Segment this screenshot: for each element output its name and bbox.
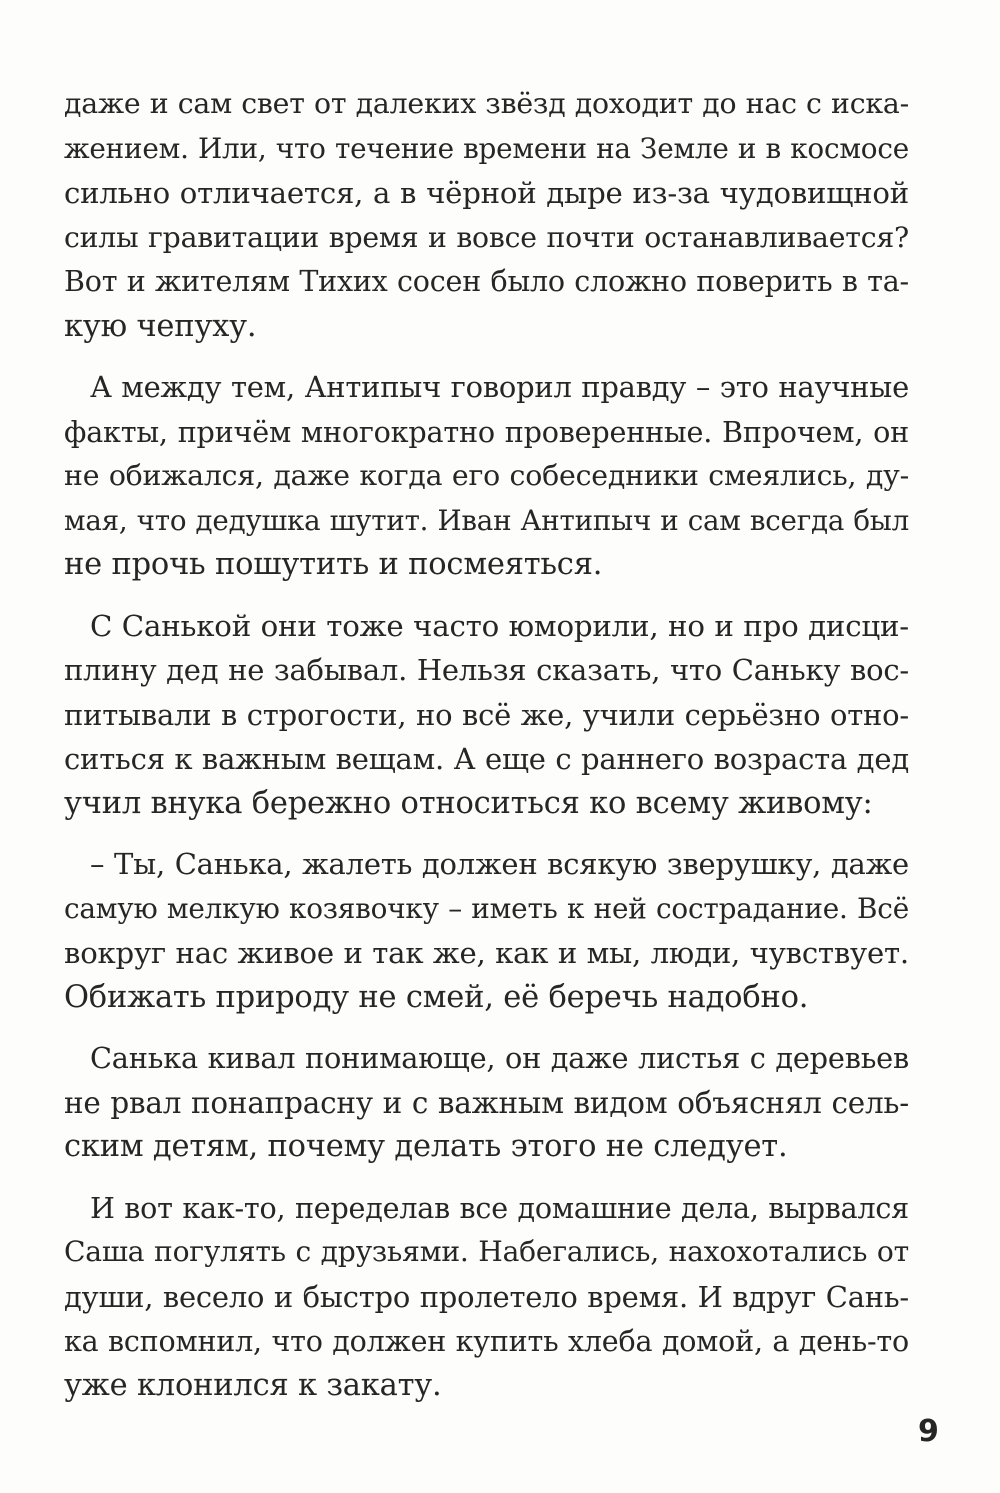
text-line: питывали в строгости, но всё же, учили серьёзно отно- [64,697,909,732]
text-line: – Ты, Санька, жалеть должен всякую зверушку, даже [90,847,909,881]
text-line: уже клонился к закату. [64,1367,442,1403]
text-line: факты, причём многократно проверенные. Впрочем, он [64,414,909,449]
text-line: кую чепуху. [64,308,257,344]
text-line: ка вспомнил, что должен купить хлеба домой, а день-то [64,1324,909,1358]
paragraph-4 [64,842,909,1020]
text-line: Обижать природу не смей, её беречь надобно. [64,979,809,1015]
text-line: А между тем, Антипыч говорил правду – это научные [90,370,909,404]
paragraph-6 [64,1186,909,1409]
paragraph-1 [64,82,909,349]
text-line: души, весело и быстро пролетело время. И вдруг Сань- [64,1279,909,1314]
text-line: Саша погулять с друзьями. Набегались, нахохотались от [64,1235,909,1268]
text-line: вокруг нас живое и так же, как и мы, люди, чувствует. [64,936,909,970]
text-line: не прочь пошутить и посмеяться. [64,547,603,582]
text-line: мая, что дедушка шутит. Иван Антипыч и сам всегда был [64,503,909,537]
page-number: 9 [918,1414,939,1449]
body-text [64,82,909,1424]
text-line: И вот как-то, переделав все домашние дела, вырвался [90,1190,909,1225]
text-line: ским детям, почему делать этого не следует. [64,1129,788,1164]
text-line: самую мелкую козявочку – иметь к ней сострадание. Всё [64,891,909,925]
text-line: плину дед не забывал. Нельзя сказать, что Саньку вос- [64,653,909,687]
paragraph-5 [64,1036,909,1170]
text-line: не обижался, даже когда его собеседники смеялись, ду- [64,459,909,492]
paragraph-2 [64,365,909,588]
text-line: Вот и жителям Тихих сосен было сложно поверить в та- [64,265,909,298]
text-line: С Санькой они тоже часто юморили, но и про дисци- [90,608,909,643]
text-line: жением. Или, что течение времени на Земле и в космосе [64,131,909,165]
text-line: даже и сам свет от далеких звёзд доходит до нас с иска- [64,87,909,120]
paragraph-3 [64,604,909,827]
text-line: сильно отличается, а в чёрной дыре из-за чудовищной [64,176,909,210]
text-line: ситься к важным вещам. А еще с раннего возраста дед [64,742,909,776]
text-line: силы гравитации время и вовсе почти останавливается? [64,220,909,254]
text-line: Санька кивал понимающе, он даже листья с деревьев [90,1041,909,1075]
text-line: не рвал понапрасну и с важным видом объяснял сель- [64,1085,909,1120]
text-line: учил внука бережно относиться ко всему живому: [64,785,873,821]
